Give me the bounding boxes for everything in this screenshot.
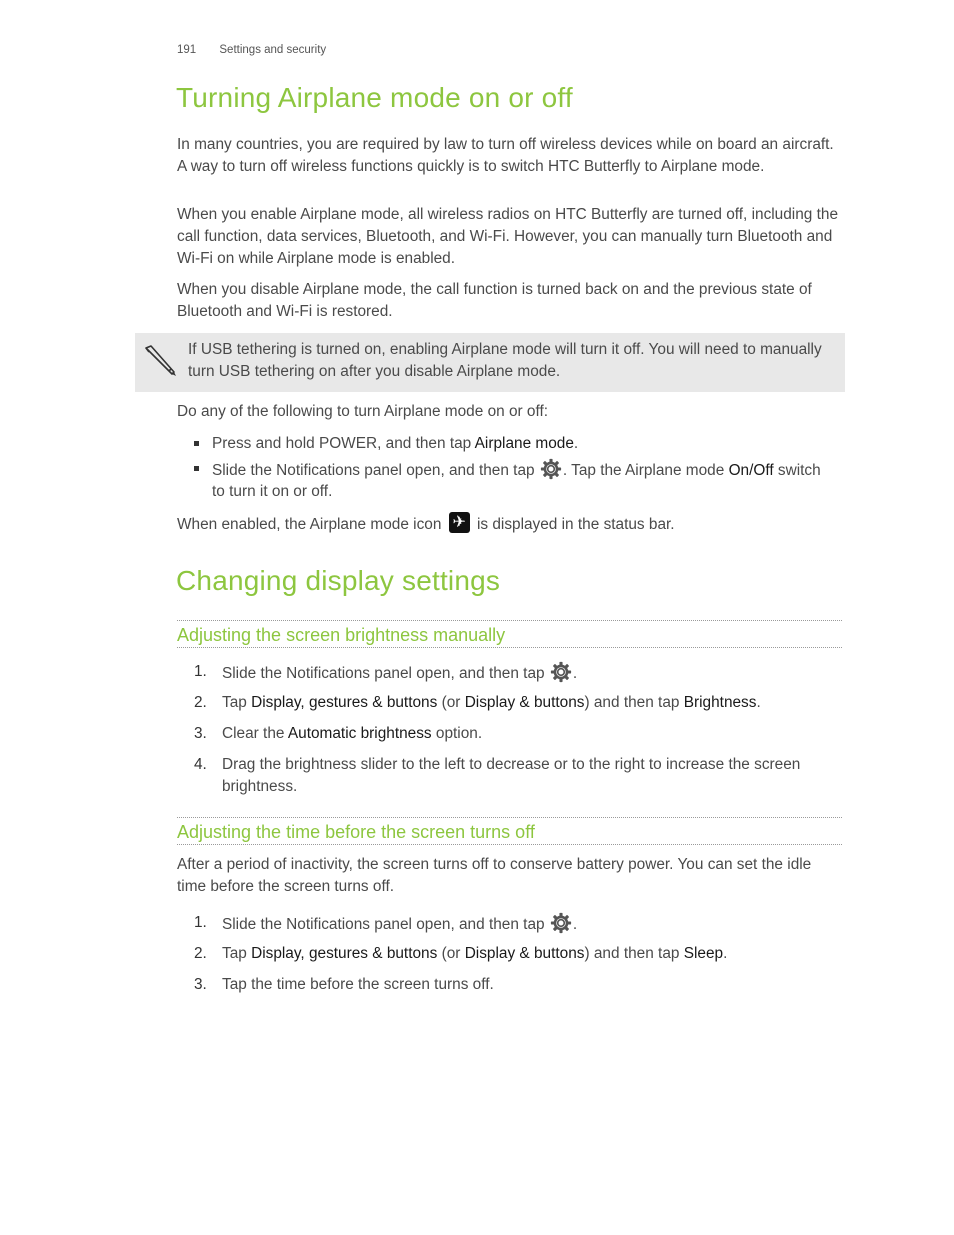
page-header	[177, 44, 326, 56]
step-text: Tap	[222, 945, 252, 962]
ui-term: Display, gestures & buttons	[251, 945, 438, 962]
step-number: 3.	[194, 725, 207, 742]
page-number: 191	[177, 44, 197, 56]
list-item	[194, 723, 844, 747]
list-item	[194, 974, 844, 998]
paragraph-status-icon	[177, 512, 842, 536]
step-text: .	[756, 694, 761, 711]
step-number: 1.	[194, 914, 207, 931]
airplane-mode-title: Turning Airplane mode on or off	[176, 82, 573, 113]
step-number: 1.	[194, 663, 207, 680]
step-text: Tap	[222, 694, 252, 711]
ui-term: Display & buttons	[464, 694, 585, 711]
bullet-text: . Tap the Airplane mode	[562, 462, 729, 479]
pencil-icon	[143, 343, 177, 377]
brightness-heading: Adjusting the screen brightness manually	[177, 620, 842, 648]
note-box	[135, 333, 845, 392]
bullet-text: switch to turn it on or off.	[212, 462, 821, 500]
step-text: Clear the	[222, 725, 288, 742]
step-text: .	[572, 665, 578, 682]
paragraph-disable: When you disable Airplane mode, the call function is turned back on and the previous state of Bluetooth and Wi-Fi is restored.	[177, 281, 812, 320]
paragraph-options: Do any of the following to turn Airplane mode on or off:	[177, 403, 549, 420]
step-number: 2.	[194, 945, 207, 962]
list-item	[194, 661, 844, 685]
step-text: option.	[431, 725, 483, 742]
ui-term: Airplane mode	[474, 435, 574, 452]
bullet-marker	[194, 466, 199, 471]
bullet-marker	[194, 441, 199, 446]
step-text: .	[572, 916, 578, 933]
step-text: Drag the brightness slider to the left to decrease or to the right to increase the screen brightness.	[222, 756, 801, 795]
list-item	[194, 433, 834, 455]
step-text: ) and then tap	[584, 694, 684, 711]
bullet-text: .	[573, 435, 579, 452]
step-text: Slide the Notifications panel open, and then tap	[222, 916, 549, 933]
ui-term: Sleep	[683, 945, 724, 962]
display-settings-title: Changing display settings	[176, 565, 501, 596]
section-name: Settings and security	[219, 44, 327, 56]
sleep-heading: Adjusting the time before the screen turns off	[177, 817, 842, 845]
paragraph-intro: In many countries, you are required by law to turn off wireless devices while on board an aircraft. A way to turn off wireless functions quickly is to switch HTC Butterfly to Airplane mode.	[177, 136, 834, 175]
gear-icon	[540, 458, 562, 480]
bullet-text: Press and hold POWER, and then tap	[212, 435, 475, 452]
gear-icon	[550, 661, 572, 683]
note-text: If USB tethering is turned on, enabling Airplane mode will turn it off. You will need to manually turn USB tethering on after you disable Airplane mode.	[188, 341, 822, 380]
ui-term: Display, gestures & buttons	[251, 694, 438, 711]
ui-term: Display & buttons	[464, 945, 585, 962]
list-item	[194, 458, 834, 502]
step-text: Tap the time before the screen turns off.	[222, 976, 494, 993]
paragraph-enable: When you enable Airplane mode, all wireless radios on HTC Butterfly are turned off, including the call function, data services, Bluetooth, and Wi-Fi. However, you can manually turn Bluetooth and Wi-Fi on while Airplane mode is enabled.	[177, 206, 839, 267]
step-text: (or	[437, 694, 465, 711]
paragraph-sleep-intro: After a period of inactivity, the screen turns off to conserve battery power. You can set the idle time before the screen turns off.	[177, 856, 812, 895]
status-text: When enabled, the Airplane mode icon	[177, 516, 446, 533]
ui-term: Automatic brightness	[287, 725, 432, 742]
step-number: 2.	[194, 694, 207, 711]
gear-icon	[550, 912, 572, 934]
list-item	[194, 692, 844, 716]
ui-term: Brightness	[683, 694, 757, 711]
ui-term: On/Off	[728, 462, 774, 479]
step-text: ) and then tap	[584, 945, 684, 962]
list-item	[194, 912, 844, 936]
status-text: is displayed in the status bar.	[472, 516, 675, 533]
bullet-text: Slide the Notifications panel open, and then tap	[212, 462, 539, 479]
list-item	[194, 754, 844, 800]
step-number: 3.	[194, 976, 207, 993]
step-text: Slide the Notifications panel open, and then tap	[222, 665, 549, 682]
airplane-icon: ✈	[449, 512, 470, 533]
list-item	[194, 943, 844, 967]
step-text: (or	[437, 945, 465, 962]
step-text: .	[723, 945, 728, 962]
step-number: 4.	[194, 756, 207, 773]
